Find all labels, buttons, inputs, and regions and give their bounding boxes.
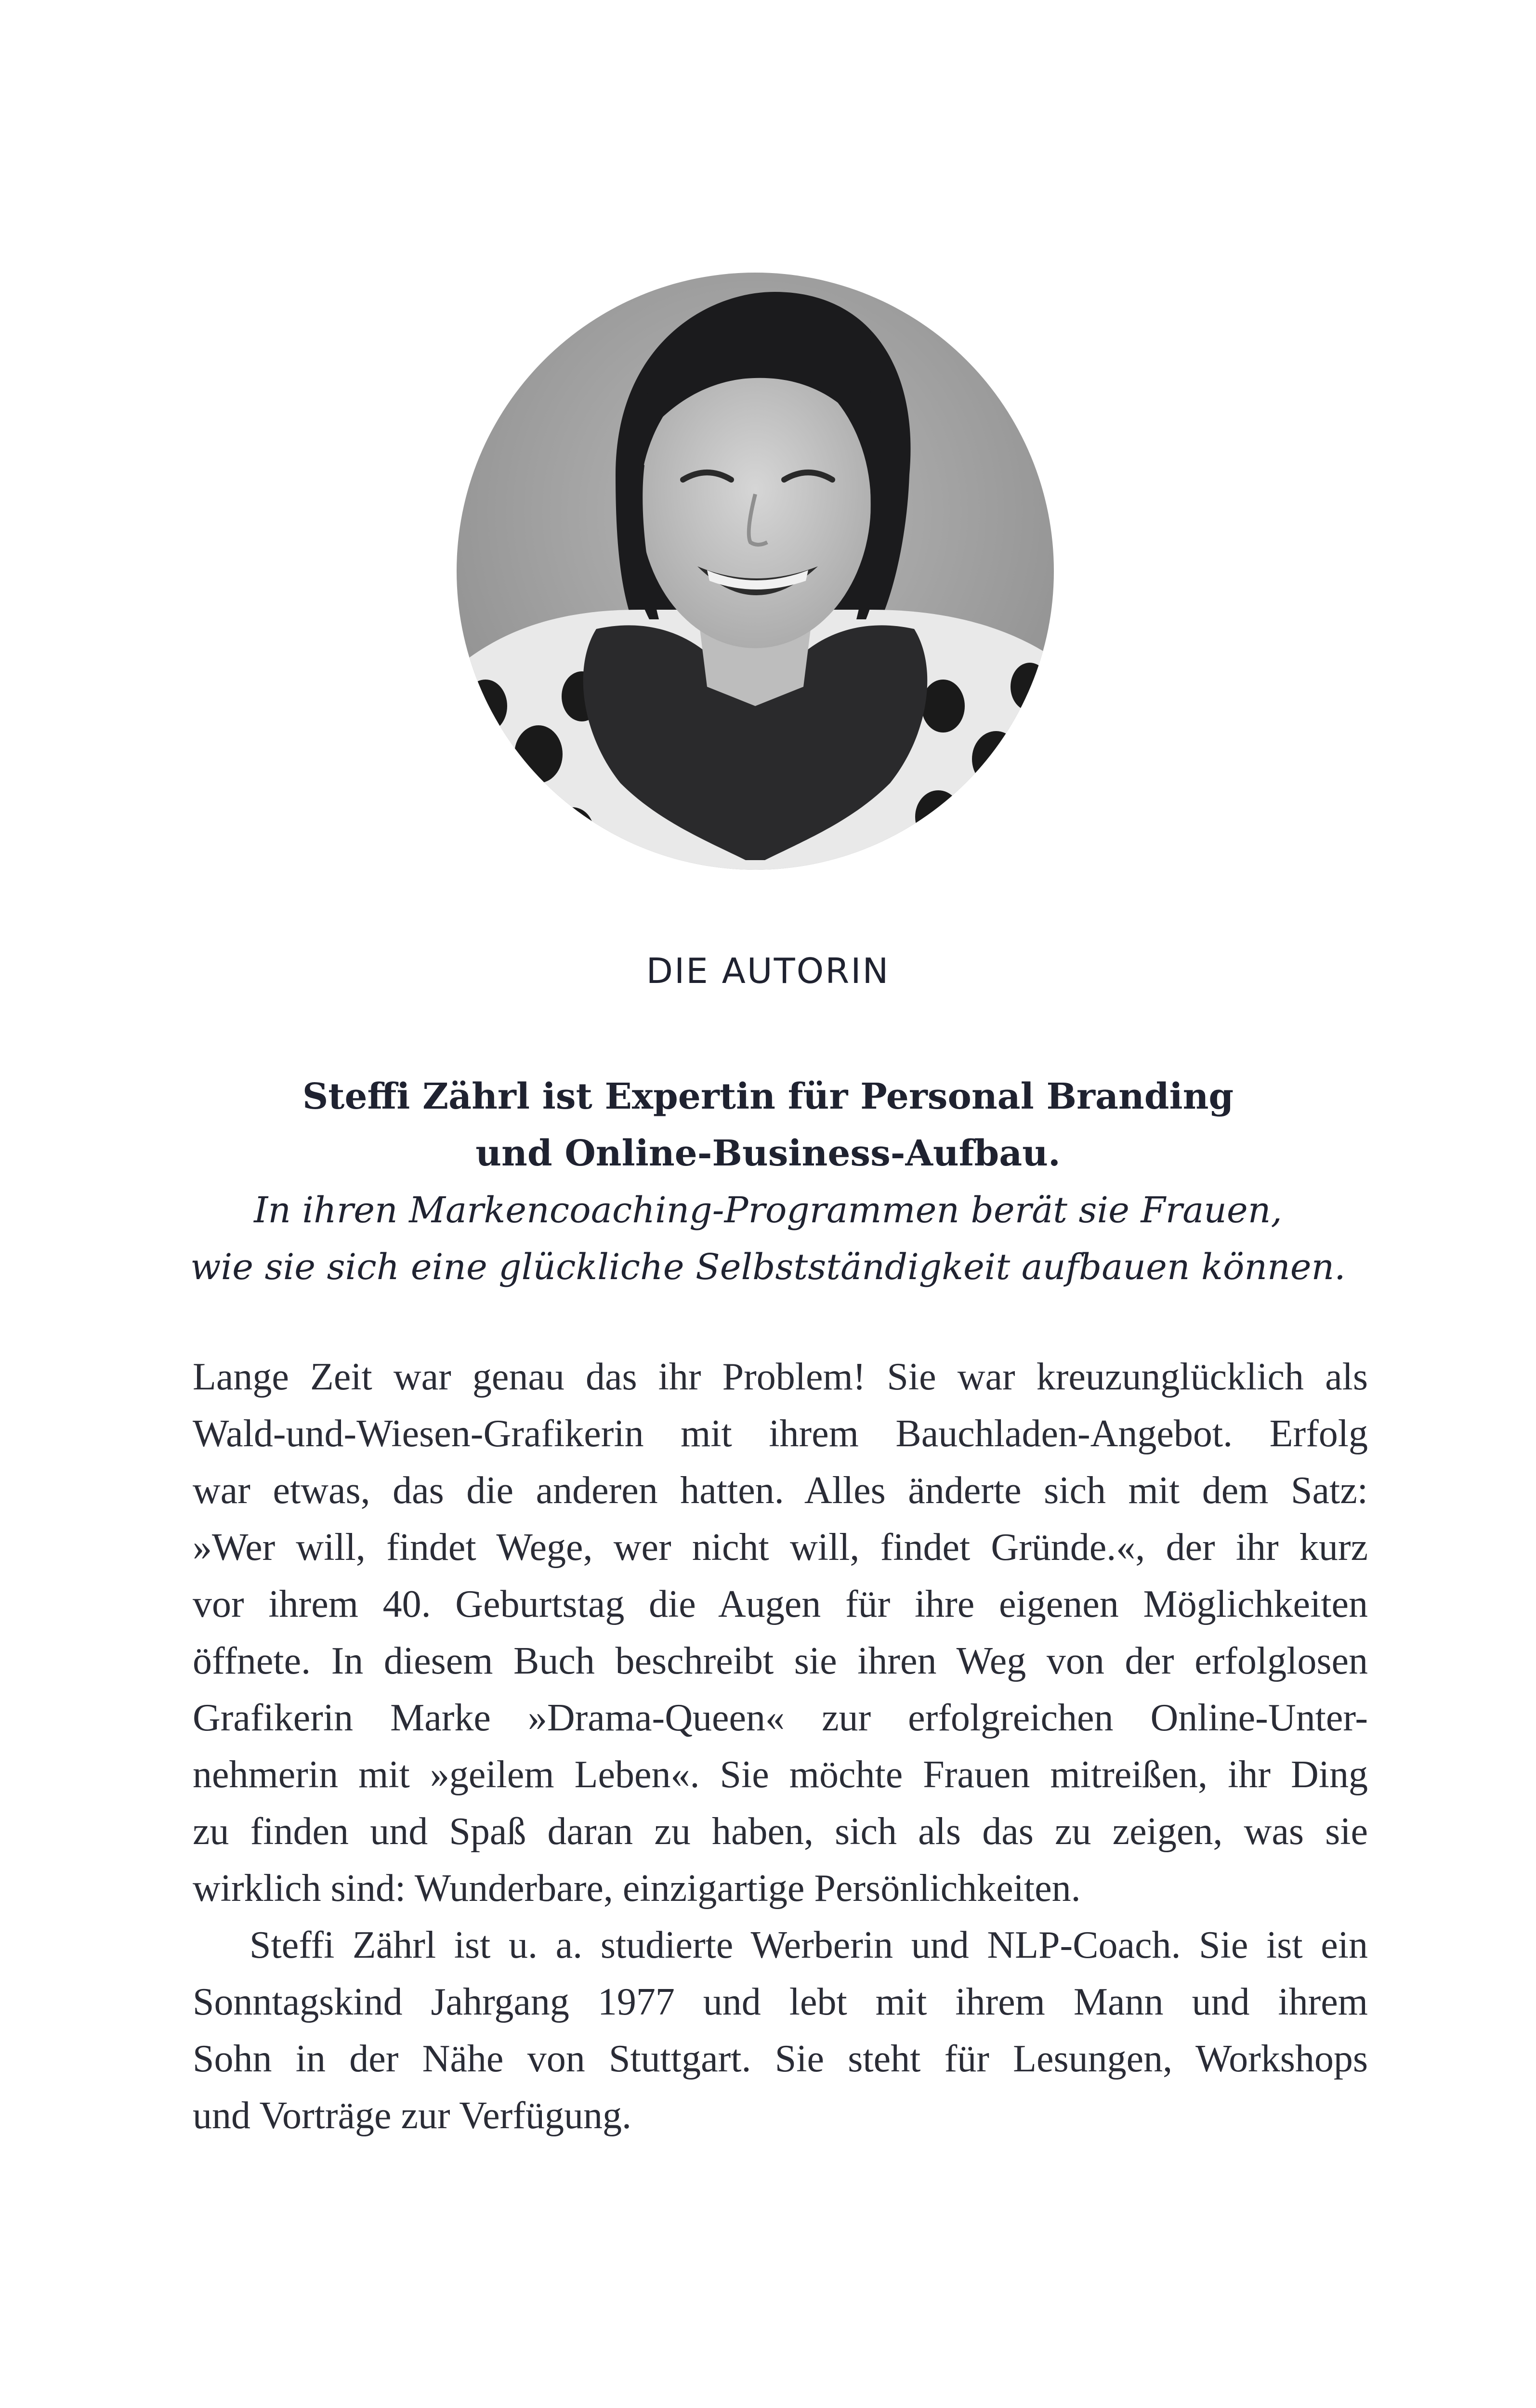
section-heading: DIE AUTORIN <box>646 951 890 991</box>
author-biography <box>193 1348 1368 2144</box>
author-intro <box>0 1068 1536 1296</box>
text-line: Sohn in der Nähe von Stuttgart. Sie steht für Lesungen, Workshops <box>193 2038 1368 2080</box>
text-line: Grafikerin Marke »Drama-Queen« zur erfolgreichen Online-Unter- <box>193 1697 1368 1739</box>
text-line: war etwas, das die anderen hatten. Alles änderte sich mit dem Satz: <box>193 1469 1368 1512</box>
biography-paragraph <box>193 1917 1368 2144</box>
text-line: öffnete. In diesem Buch beschreibt sie ihren Weg von der erfolglosen <box>193 1640 1368 1682</box>
text-line: vor ihrem 40. Geburtstag die Augen für ihre eigenen Möglichkeiten <box>193 1583 1368 1625</box>
text-line: wirklich sind: Wunderbare, einzigartige Persönlichkeiten. <box>193 1867 1081 1910</box>
text-line: Sonntagskind Jahrgang 1977 und lebt mit ihrem Mann und ihrem <box>193 1981 1368 2023</box>
biography-paragraph <box>193 1348 1368 1917</box>
author-portrait <box>457 273 1054 870</box>
intro-italic-line: wie sie sich eine glückliche Selbstständigkeit aufbauen können. <box>190 1246 1346 1288</box>
text-line: Steffi Zährl ist u. a. studierte Werberin und NLP-Coach. Sie ist ein <box>249 1924 1368 1966</box>
intro-bold-line: Steffi Zährl ist Expertin für Personal Branding <box>302 1076 1234 1117</box>
text-line: und Vorträge zur Verfügung. <box>193 2094 631 2137</box>
text-line: zu finden und Spaß daran zu haben, sich als das zu zeigen, was sie <box>193 1810 1368 1853</box>
text-line: Lange Zeit war genau das ihr Problem! Sie war kreuzunglücklich als <box>193 1356 1368 1398</box>
text-line: Wald-und-Wiesen-Grafikerin mit ihrem Bauchladen-Angebot. Erfolg <box>193 1413 1368 1455</box>
intro-italic-line: In ihren Markencoaching-Programmen berät sie Frauen, <box>254 1190 1282 1231</box>
intro-bold-line: und Online-Business-Aufbau. <box>475 1133 1061 1174</box>
text-line: nehmerin mit »geilem Leben«. Sie möchte Frauen mitreißen, ihr Ding <box>193 1754 1368 1796</box>
text-line: »Wer will, findet Wege, wer nicht will, findet Gründe.«, der ihr kurz <box>193 1526 1368 1569</box>
